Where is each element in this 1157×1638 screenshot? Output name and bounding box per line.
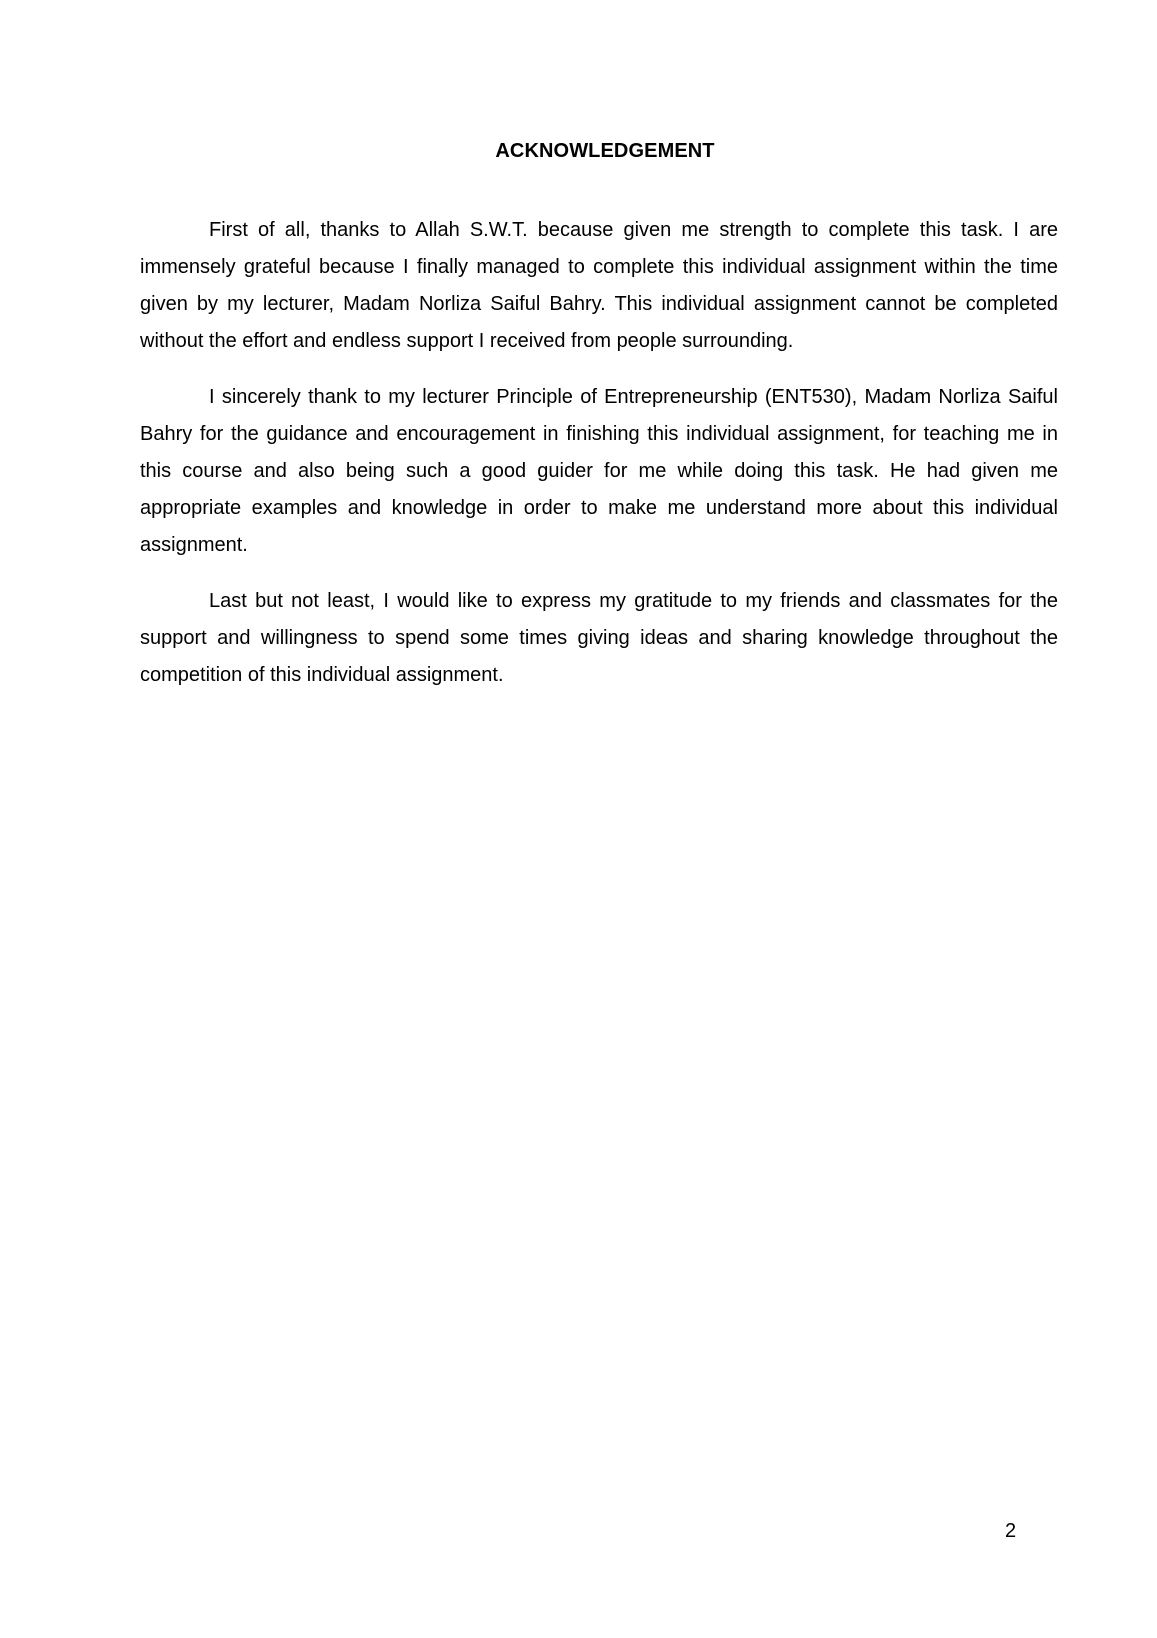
page-number: 2 bbox=[1005, 1520, 1017, 1542]
paragraph-gratitude-allah: First of all, thanks to Allah S.W.T. because given me strength to complete this task. I are immensely grateful because I finally managed to complete this individual assignment within the time given by my lecturer, Madam Norliza Saiful Bahry. This individual assignment cannot be completed without the effort and endless support I received from people surrounding. bbox=[140, 219, 1058, 352]
paragraph-thanks-lecturer: I sincerely thank to my lecturer Principle of Entrepreneurship (ENT530), Madam Norliza Saiful Bahry for the guidance and encouragement in finishing this individual assignment, for teaching me in this course and also being such a good guider for me while doing this task. He had given me appropriate examples and knowledge in order to make me understand more about this individual assignment. bbox=[140, 386, 1058, 556]
document-body bbox=[140, 212, 1058, 713]
paragraph-thanks-friends: Last but not least, I would like to express my gratitude to my friends and classmates for the support and willingness to spend some times giving ideas and sharing knowledge throughout the competition of this individual assignment. bbox=[140, 590, 1058, 686]
page-title: ACKNOWLEDGEMENT bbox=[495, 140, 715, 162]
